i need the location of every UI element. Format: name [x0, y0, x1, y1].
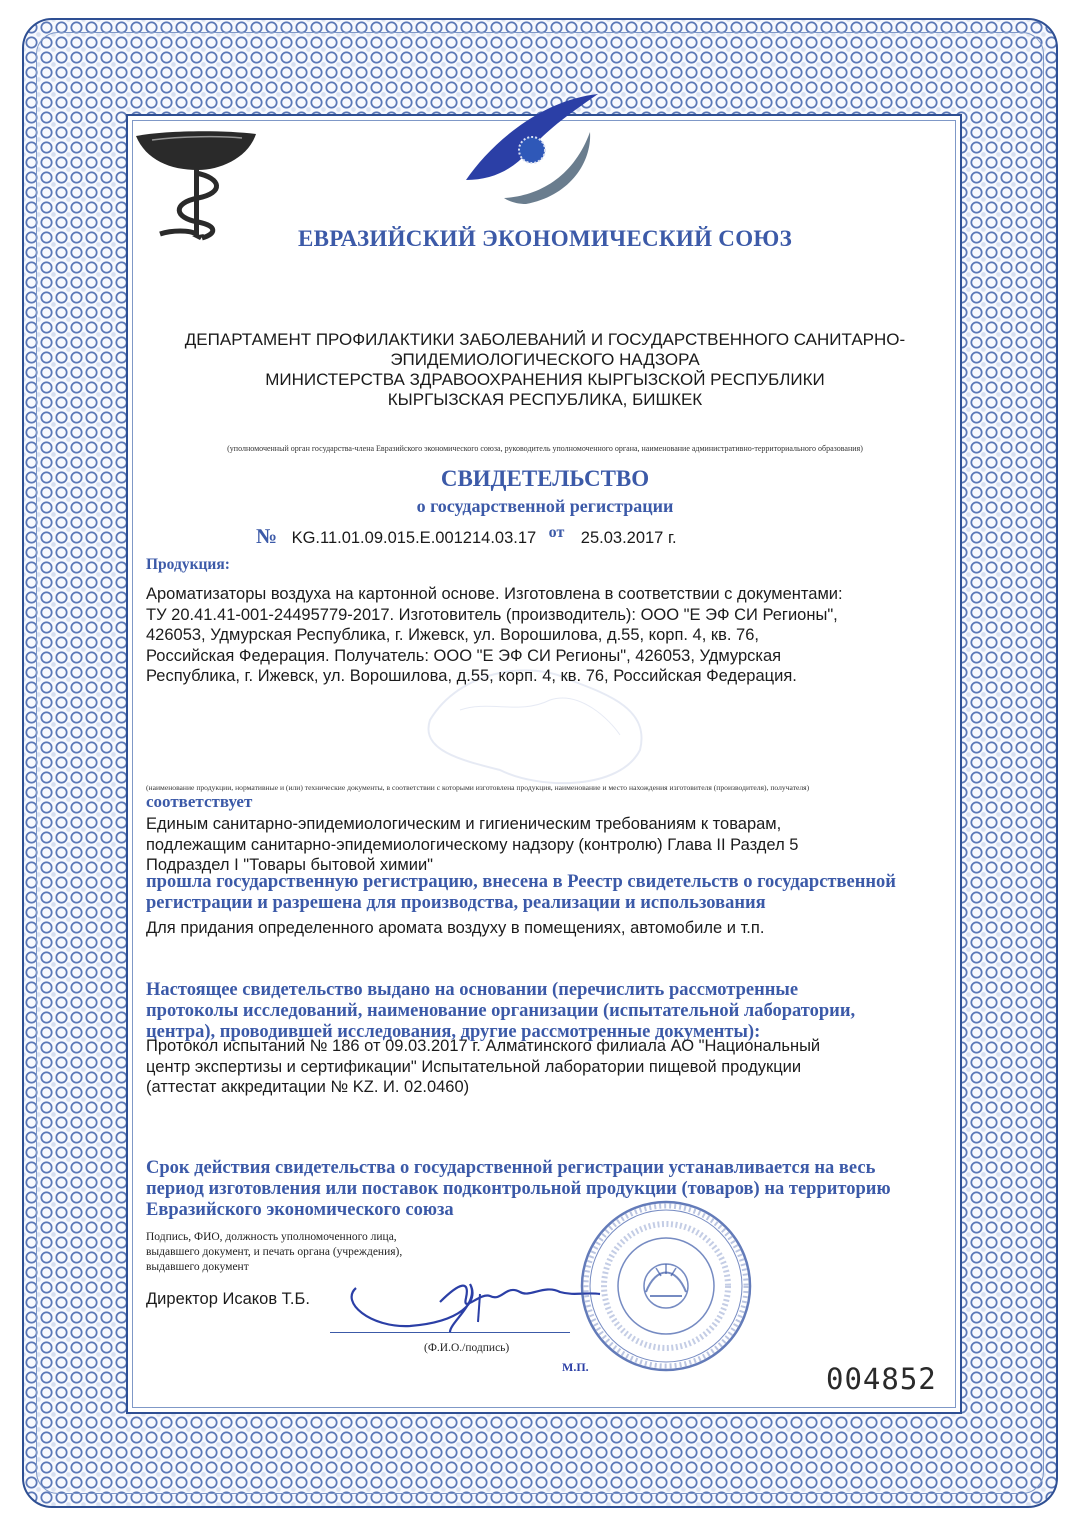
validity-line: период изготовления или поставок подконтрольной продукции (товаров) на территорию [146, 1179, 891, 1199]
certificate-subtitle: о государственной регистрации [416, 496, 674, 516]
product-line: ТУ 20.41.41-001-24495779-2017. Изготовитель (производитель): ООО "Е ЭФ СИ Регионы", [146, 605, 838, 624]
registration-line: регистрации и разрешена для производства, реализации и использования [146, 893, 766, 913]
registration-line: прошла государственную регистрацию, внесена в Реестр свидетельств о государственной [146, 872, 896, 892]
date-label: от [548, 524, 565, 541]
requirement-line: Единым санитарно-эпидемиологическим и гигиеническим требованиям к товарам, [146, 815, 782, 833]
official-stamp-seal [566, 1196, 766, 1376]
union-title: ЕВРАЗИЙСКИЙ ЭКОНОМИЧЕСКИЙ СОЮЗ [297, 226, 793, 251]
certificate-number: KG.11.01.09.015.Е.001214.03.17 [291, 529, 537, 547]
requirement-line: подлежащим санитарно-эпидемиологическому надзору (контролю) Глава II Раздел 5 [146, 835, 799, 854]
signature-caption-line: выдавшего документ, и печать органа (учреждения), [146, 1246, 403, 1258]
validity-statement [146, 1158, 966, 1221]
registration-statement [146, 872, 966, 914]
number-label: № [256, 524, 278, 548]
authority-block [140, 330, 950, 410]
basis-line: (аттестат аккредитации № KZ. И. 02.0460) [146, 1078, 470, 1096]
certificate-title: СВИДЕТЕЛЬСТВО [440, 466, 650, 491]
requirement-line: Подраздел I "Товары бытовой химии" [146, 856, 434, 874]
signature-line-caption: (Ф.И.О./подпись) [424, 1342, 510, 1354]
basis-documents [146, 1036, 946, 1098]
product-line: Российская Федерация. Получатель: ООО "Е ЭФ СИ Регионы", 426053, Удмурская [146, 646, 782, 665]
bowl-of-hygieia-icon [132, 118, 262, 243]
usage-text: Для придания определенного аромата воздуху в помещениях, автомобиле и т.п. [146, 919, 765, 937]
validity-line: Срок действия свидетельства о государственной регистрации устанавливается на весь [146, 1158, 876, 1178]
signature-caption-line: выдавшего документ [146, 1261, 249, 1273]
serial-number: 004852 [826, 1362, 937, 1396]
authority-line-3: МИНИСТЕРСТВА ЗДРАВООХРАНЕНИЯ КЫРГЫЗСКОЙ РЕСПУБЛИКИ [265, 370, 825, 389]
product-description [146, 584, 946, 687]
product-label: Продукция: [146, 556, 230, 573]
authority-line-1: ДЕПАРТАМЕНТ ПРОФИЛАКТИКИ ЗАБОЛЕВАНИЙ И ГОСУДАРСТВЕННОГО САНИТАРНО- [184, 330, 906, 349]
authority-line-4: КЫРГЫЗСКАЯ РЕСПУБЛИКА, БИШКЕК [387, 390, 703, 409]
signer-name: Директор Исаков Т.Б. [146, 1290, 310, 1308]
basis-line: Протокол испытаний № 186 от 09.03.2017 г. Алматинского филиала АО "Национальный [146, 1037, 821, 1055]
product-caption: (наименование продукции, нормативные и (или) технические документы, в соответствии с которыми изготовлена продукция, наименование и место нахождения изготовителя (производителя), получателя) [146, 783, 810, 792]
certificate-date: 25.03.2017 г. [580, 529, 677, 547]
authority-line-2: ЭПИДЕМИОЛОГИЧЕСКОГО НАДЗОРА [390, 350, 700, 369]
product-line: 426053, Удмурская Республика, г. Ижевск, ул. Ворошилова, д.55, корп. 4, кв. 76, [146, 626, 759, 644]
eaeu-emblem-icon [462, 92, 602, 207]
basis-heading [146, 980, 966, 1043]
product-line: Республика, г. Ижевск, ул. Ворошилова, д.55, корп. 4, кв. 76, Российская Федерация. [146, 667, 797, 685]
basis-line: центр экспертизы и сертификации" Испытательной лаборатории пищевой продукции [146, 1057, 802, 1076]
signature-caption-line: Подпись, ФИО, должность уполномоченного лица, [146, 1231, 397, 1243]
basis-heading-line: центра), проводившей исследования, другие рассмотренные документы): [146, 1022, 761, 1042]
basis-heading-line: протоколы исследований, наименование организации (испытательной лаборатории, [146, 1001, 856, 1021]
certificate-number-row [256, 524, 677, 552]
signature-line [330, 1332, 570, 1333]
stamp-mark: М.П. [562, 1360, 589, 1374]
authority-caption: (уполномоченный орган государства-члена Евразийского экономического союза, руководитель уполномоченного органа, наименование административно-территориального образования) [227, 444, 863, 453]
conformity-label: соответствует [146, 792, 253, 811]
conformity-requirements [146, 814, 946, 876]
basis-heading-line: Настоящее свидетельство выдано на основании (перечислить рассмотренные [146, 980, 799, 1000]
product-line: Ароматизаторы воздуха на картонной основе. Изготовлена в соответствии с документами: [146, 585, 843, 603]
validity-line: Евразийского экономического союза [146, 1200, 454, 1220]
